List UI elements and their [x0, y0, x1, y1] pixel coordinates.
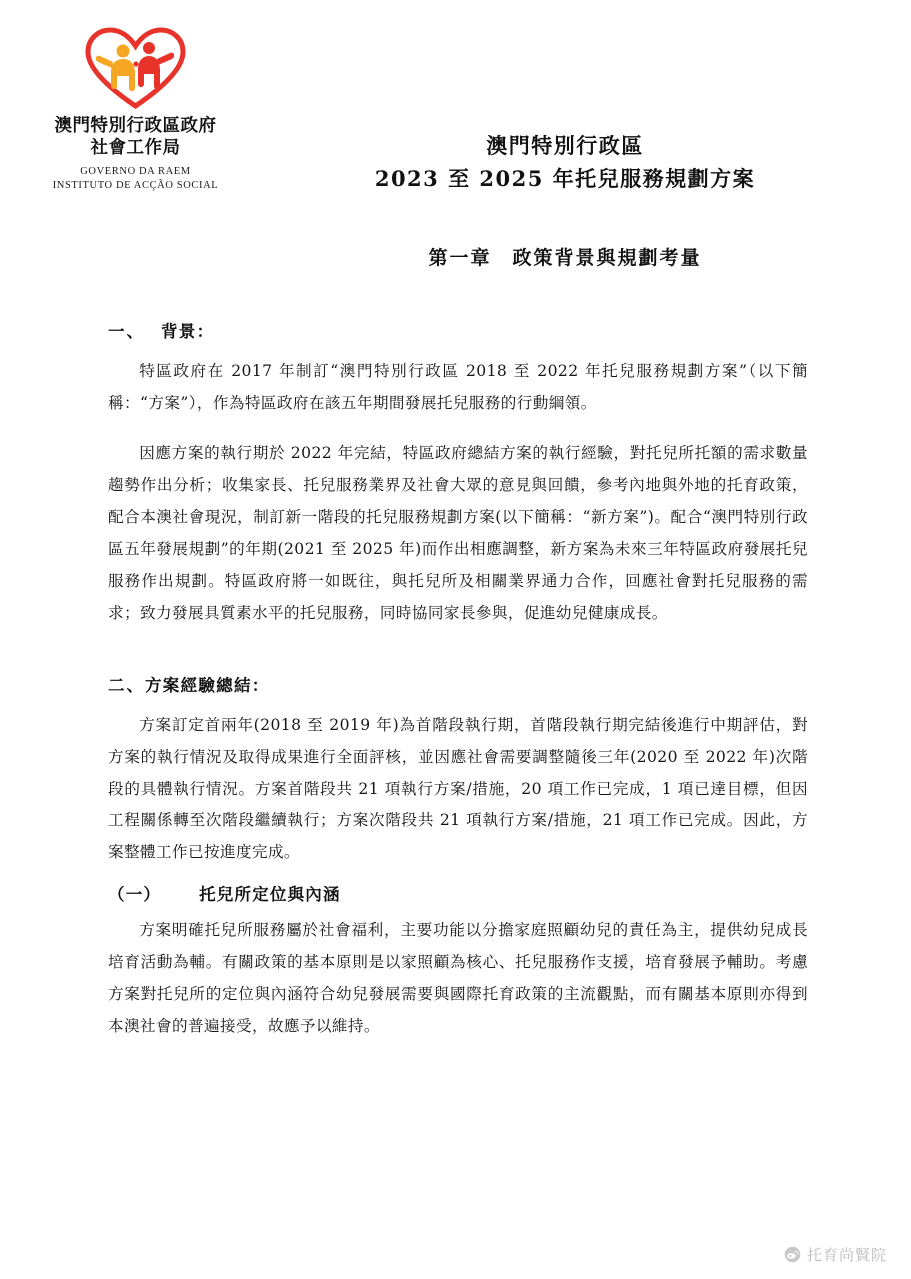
- logo-name-zh-line1: 澳門特別行政區政府: [54, 116, 217, 136]
- logo-name-pt-line1: GOVERNO DA RAEM: [80, 165, 191, 177]
- logo-name-pt: [28, 165, 243, 193]
- paragraph: 因應方案的執行期於 2022 年完結，特區政府總結方案的執行經驗，對托兒所托額的需求數量趨勢作出分析；收集家長、托兒服務業界及社會大眾的意見與回饋，參考內地與外地的托育政策，配合本澳社會現況，制訂新一階段的托兒服務規劃方案(以下簡稱：“新方案”)。配合“澳門特別行政區五年發展規劃”的年期(2021 至 2025 年)而作出相應調整，新方案為未來三年特區政府發展托兒服務作出規劃。特區政府將一如既往，與托兒所及相關業界通力合作，回應社會對托兒服務的需求；致力發展具質素水平的托兒服務，同時協同家長參與，促進幼兒健康成長。: [108, 443, 808, 622]
- paragraph: 特區政府在 2017 年制訂“澳門特別行政區 2018 至 2022 年托兒服務規劃方案”（以下簡稱：“方案”），作為特區政府在該五年期間發展托兒服務的行動綱領。: [108, 362, 808, 412]
- watermark: [784, 1244, 887, 1265]
- title-line-1: 澳門特別行政區: [486, 133, 644, 158]
- subsection-heading-1: [108, 881, 808, 905]
- section-1-number: 一、: [108, 322, 145, 341]
- chapter-title: 第一章 政策背景與規劃考量: [428, 247, 702, 269]
- logo-name-zh: [28, 116, 243, 160]
- weibo-icon: [784, 1246, 801, 1263]
- organization-logo: [28, 22, 243, 193]
- section-2-number: 二、: [108, 675, 145, 695]
- heart-figures-logo-icon: [83, 22, 188, 110]
- watermark-text: 托育尚賢院: [806, 1246, 887, 1264]
- logo-name-zh-line2: 社會工作局: [90, 137, 181, 158]
- paragraph: 方案明確托兒所服務屬於社會福利，主要功能以分擔家庭照顧幼兒的責任為主，提供幼兒成長培育活動為輔。有關政策的基本原則是以家照顧為核心、托兒服務作支援，培育發展予輔助。考慮方案對托兒所的定位與內涵符合幼兒發展需要與國際托育政策的主流觀點，而有關基本原則亦得到本澳社會的普遍接受，故應予以維持。: [108, 921, 808, 1036]
- section-heading-1: [108, 318, 808, 342]
- subsection-1-title: 托兒所定位與內涵: [199, 885, 341, 905]
- section-1-title: 背景：: [161, 322, 215, 341]
- document-title: [255, 130, 875, 195]
- subsection-1-number: （一）: [108, 885, 162, 905]
- document-body: [108, 318, 808, 1045]
- title-line-2: 2023 至 2025 年托兒服務規劃方案: [374, 165, 756, 191]
- paragraph: 方案訂定首兩年(2018 至 2019 年)為首階段執行期，首階段執行期完結後進行中期評估，對方案的執行情況及取得成果進行全面評核，並因應社會需要調整隨後三年(2020 至 2022 年)次階段的具體執行情況。方案首階段共 21 項執行方案/措施，20 項工作已完成，1 項已達目標，但因工程關係轉至次階段繼續執行；方案次階段共 21 項執行方案/措施，21 項工作已完成。因此，方案整體工作已按進度完成。: [108, 715, 808, 862]
- section-heading-2: [108, 672, 808, 696]
- section-2-title: 方案經驗總結：: [145, 675, 270, 695]
- logo-name-pt-line2: INSTITUTO DE ACÇÃO SOCIAL: [52, 179, 219, 191]
